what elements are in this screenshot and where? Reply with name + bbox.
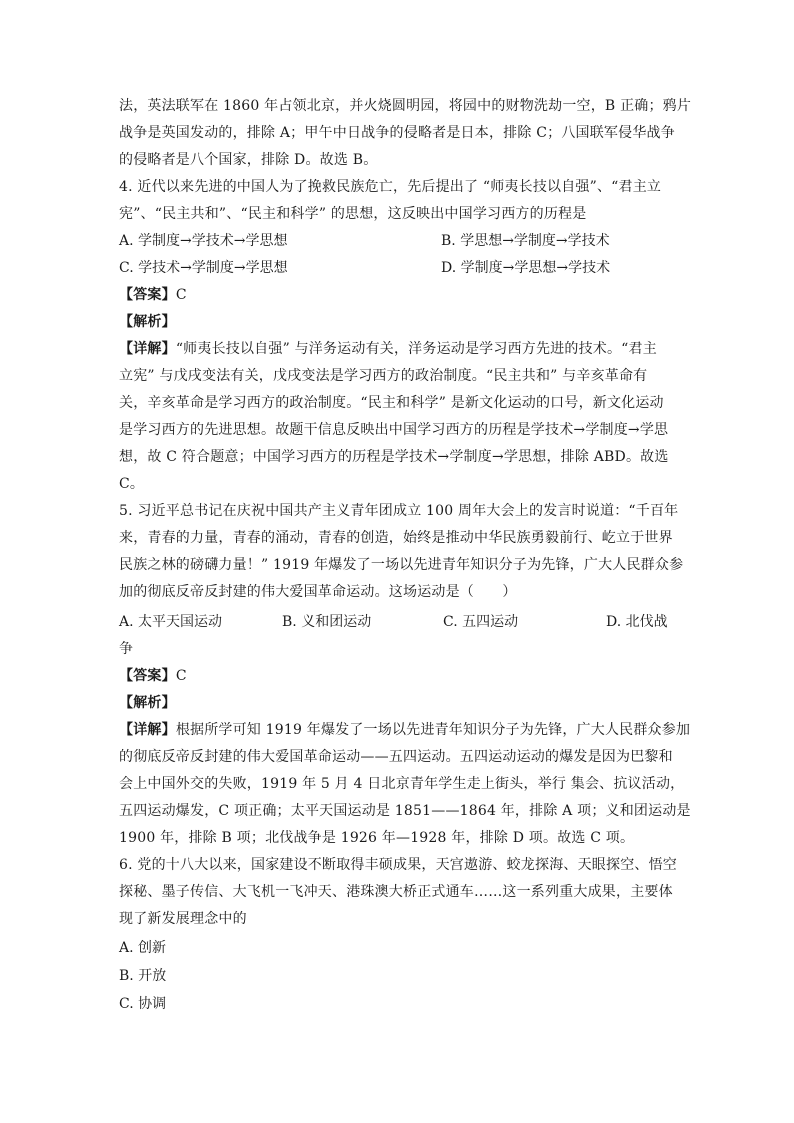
q5-detail [119,721,690,739]
q4-option-d: D. 学制度→学思想→学技术 [441,260,611,276]
question-5-stem: 来，青春的力量，青春的涌动，青春的创造，始终是推动中华民族勇毅前行、屹立于世界 [119,530,673,546]
detail-tag: 【详解】 [119,341,176,357]
q4-detail-line: 立宪” 与戊戌变法有关，戊戌变法是学习西方的政治制度。“民主共和” 与辛亥革命有 [119,368,648,384]
answer-value: C [175,668,187,684]
q4-detail [119,340,657,358]
answer-value: C [175,287,187,303]
q4-detail-line: 关，辛亥革命是学习西方的政治制度。“民主和科学” 是新文化运动的口号，新文化运动 [119,395,664,411]
q4-answer [119,286,187,304]
question-5-stem: 民族之林的磅礴力量！” 1919 年爆发了一场以先进青年知识分子为先锋，广大人民群众参 [119,557,684,573]
q5-option-c: C. 五四运动 [443,614,519,630]
question-6-stem: 探秘、墨子传信、大飞机一飞冲天、港珠澳大桥正式通车……这一系列重大成果，主要体 [119,884,673,900]
q5-detail-line: 五四运动爆发，C 项正确；太平天国运动是 1851——1864 年，排除 A 项；义和团运动是 [119,803,691,819]
q5-detail-line: 1900 年，排除 B 项；北伐战争是 1926 年—1928 年，排除 D 项。故选 C 项。 [119,830,635,846]
answer-tag: 【答案】 [119,668,176,684]
q4-detail-line: C。 [119,476,145,492]
q6-option-a: A. 创新 [119,940,167,956]
question-4-stem: 4. 近代以来先进的中国人为了挽救民族危亡，先后提出了 “师夷长技以自强”、“君主立 [119,179,662,195]
q5-option-a: A. 太平天国运动 [119,614,223,630]
q5-analysis-tag [119,694,176,712]
q5-option-d-continued: 争 [119,641,134,657]
question-6-stem: 6. 党的十八大以来，国家建设不断取得丰硕成果，天宫遨游、蛟龙探海、天眼探空、悟空 [119,857,678,873]
q4-detail-line: 想，故 C 符合题意；中国学习西方的历程是学技术→学制度→学思想，排除 ABD。故选 [119,449,669,465]
detail-tag: 【详解】 [119,722,176,738]
answer-tag: 【答案】 [119,287,176,303]
analysis-tag: 【解析】 [119,695,176,711]
question-4-stem: 宪”、“民主共和”、“民主和科学” 的思想，这反映出中国学习西方的历程是 [119,206,587,222]
analysis-tag: 【解析】 [119,314,176,330]
q4-detail-line: 是学习西方的先进思想。故题干信息反映出中国学习西方的历程是学技术→学制度→学思 [119,422,669,438]
q4-option-a: A. 学制度→学技术→学思想 [119,233,288,249]
q5-option-d: D. 北伐战 [606,614,668,630]
q4-analysis-tag [119,313,176,331]
detail-text: “师夷长技以自强” 与洋务运动有关，洋务运动是学习西方先进的技术。“君主 [175,341,657,357]
q6-option-b: B. 开放 [119,968,167,984]
q4-option-c: C. 学技术→学制度→学思想 [119,260,288,276]
q5-detail-line: 的彻底反帝反封建的伟大爱国革命运动——五四运动。五四运动运动的爆发是因为巴黎和 [119,749,673,765]
q6-option-c: C. 协调 [119,996,167,1012]
q5-answer [119,667,187,685]
text-line: 战争是英国发动的，排除 A；甲午中日战争的侵略者是日本，排除 C；八国联军侵华战争 [119,125,675,141]
question-5-stem: 5. 习近平总书记在庆祝中国共产主义青年团成立 100 周年大会上的发言时说道：“千百年 [119,503,679,519]
q5-detail-line: 会上中国外交的失败，1919 年 5 月 4 日北京青年学生走上街头，举行 集会、抗议活动， [119,776,685,792]
text-line: 的侵略者是八个国家，排除 D。故选 B。 [119,152,378,168]
detail-text: 根据所学可知 1919 年爆发了一场以先进青年知识分子为先锋，广大人民群众参加 [175,722,691,738]
text-line: 法，英法联军在 1860 年占领北京，并火烧圆明园，将园中的财物洗劫一空，B 正确；鸦片 [119,98,692,114]
question-5-stem: 加的彻底反帝反封建的伟大爱国革命运动。这场运动是（ ） [119,584,517,600]
q4-option-b: B. 学思想→学制度→学技术 [441,233,610,249]
question-6-stem: 现了新发展理念中的 [119,911,247,927]
q5-option-b: B. 义和团运动 [282,614,372,630]
